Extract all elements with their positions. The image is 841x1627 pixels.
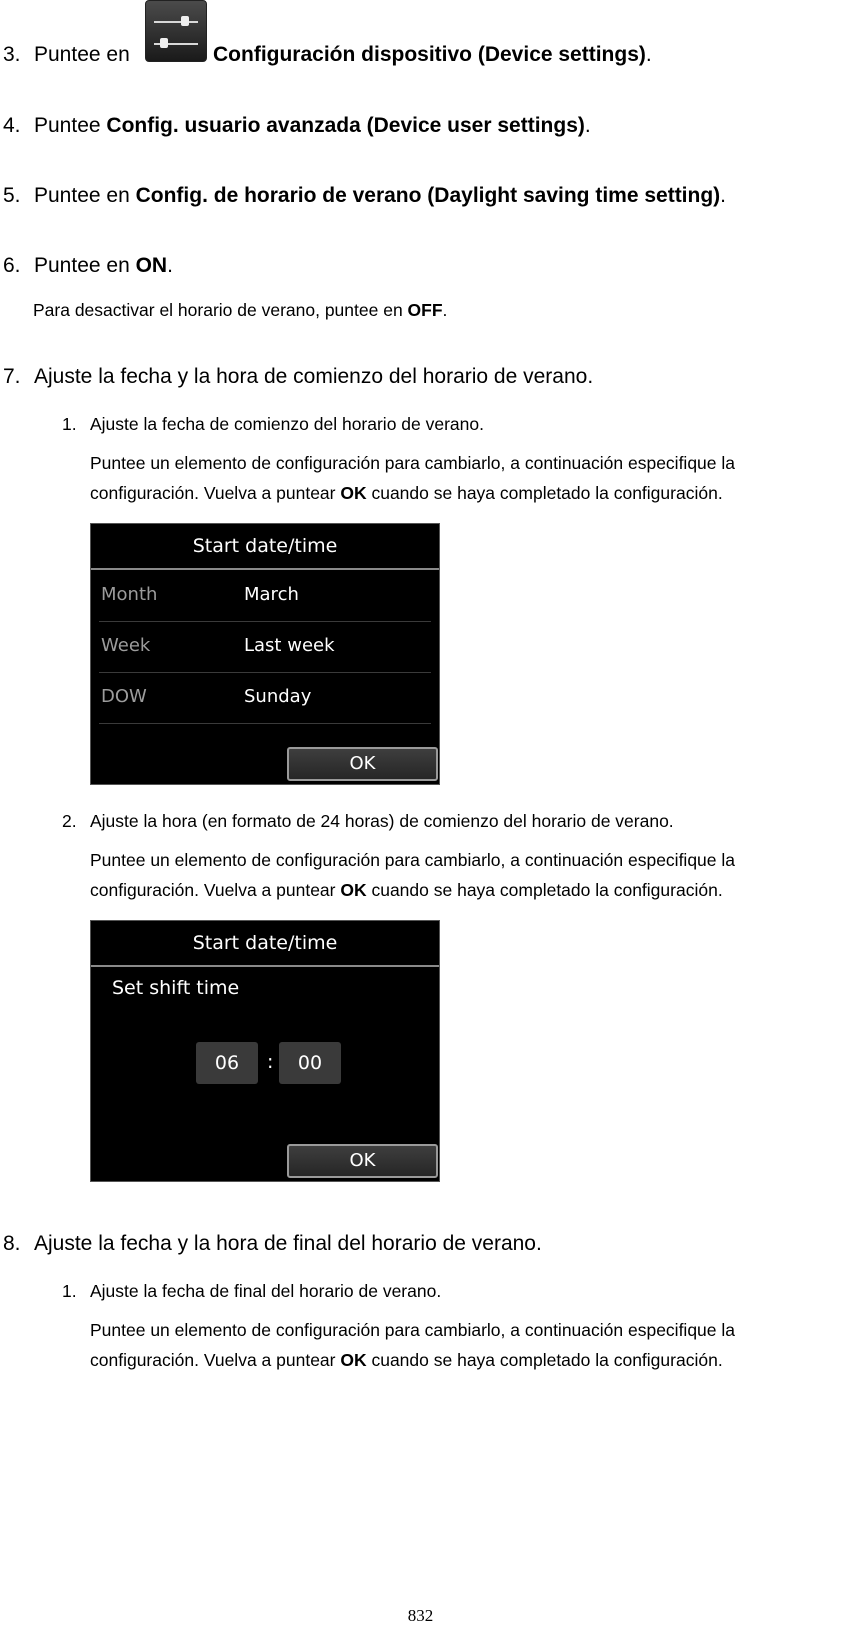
start-time-screen <box>90 920 440 1182</box>
ok-button[interactable]: OK <box>287 747 438 781</box>
step-3: 3. Puntee en <box>3 43 130 66</box>
dow-row[interactable]: DOW Sunday <box>99 673 431 724</box>
substep-8-1: 1. Ajuste la fecha de final del horario de verano. <box>62 1281 442 1301</box>
step-7: 7. Ajuste la fecha y la hora de comienzo del horario de verano. <box>3 365 594 388</box>
time-separator: : <box>267 1051 274 1073</box>
step-3-target: Configuración dispositivo (Device settings). <box>213 43 652 66</box>
step-8: 8. Ajuste la fecha y la hora de final del horario de verano. <box>3 1232 542 1255</box>
instruction-8-1: Puntee un elemento de configuración para cambiarlo, a continuación especifique la configuración. Vuelva a puntear OK cuando se haya completado la configuración. <box>90 1320 736 1370</box>
device-settings-icon <box>145 0 207 62</box>
screen-title: Start date/time <box>91 921 439 967</box>
month-row[interactable]: Month March <box>99 571 431 622</box>
step-6: 6. Puntee en ON. <box>3 254 173 277</box>
step-5: 5. Puntee en Config. de horario de verano (Daylight saving time setting). <box>3 184 727 207</box>
instruction-7-1: Puntee un elemento de configuración para cambiarlo, a continuación especifique la configuración. Vuelva a puntear OK cuando se haya completado la configuración. <box>90 453 736 503</box>
step-4: 4. Puntee Config. usuario avanzada (Device user settings). <box>3 114 591 137</box>
start-date-screen <box>90 523 440 785</box>
hour-field[interactable]: 06 <box>196 1042 258 1084</box>
set-shift-time-label: Set shift time <box>112 977 240 999</box>
screen-title: Start date/time <box>91 524 439 570</box>
ok-button[interactable]: OK <box>287 1144 438 1178</box>
week-row[interactable]: Week Last week <box>99 622 431 673</box>
page-number: 832 <box>407 1606 434 1625</box>
substep-7-2: 2. Ajuste la hora (en formato de 24 horas) de comienzo del horario de verano. <box>62 811 674 831</box>
minute-field[interactable]: 00 <box>279 1042 341 1084</box>
substep-7-1: 1. Ajuste la fecha de comienzo del horario de verano. <box>62 414 484 434</box>
instruction-7-2: Puntee un elemento de configuración para cambiarlo, a continuación especifique la configuración. Vuelva a puntear OK cuando se haya completado la configuración. <box>90 850 736 900</box>
step-6-note: Para desactivar el horario de verano, puntee en OFF. <box>33 300 448 320</box>
